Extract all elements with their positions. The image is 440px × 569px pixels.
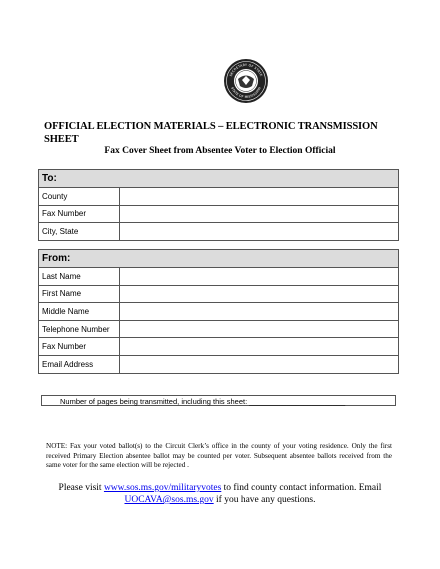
email-link[interactable]: UOCAVA@sos.ms.gov [124,495,214,505]
first-name-label: First Name [39,285,120,303]
city-state-field[interactable] [120,223,399,241]
to-fax-number-label: Fax Number [39,205,120,223]
email-address-field[interactable] [120,355,399,373]
from-fax-number-field[interactable] [120,338,399,356]
middle-name-field[interactable] [120,303,399,321]
contact-middle: to find county contact information. Email [221,483,382,493]
note-paragraph: NOTE: Fax your voted ballot(s) to the Circuit Clerk’s office in the county of your voting residence. Only the first received Primary Election absentee ballot may be counted per voter. Subsequent absentee ballots received from the same voter for the same election will be rejected . [46,442,392,470]
middle-name-label: Middle Name [39,303,120,321]
contact-info [30,482,410,506]
city-state-label: City, State [39,223,120,241]
seal-bottom-text: STATE OF MISSISSIPPI [230,86,262,100]
seal-icon [223,58,269,104]
seal-top-text: SECRETARY OF STATE [228,62,264,78]
state-seal [223,58,269,104]
county-field[interactable] [120,188,399,206]
contact-prefix: Please visit [58,483,104,493]
to-fax-number-field[interactable] [120,205,399,223]
pages-transmitted-field[interactable]: Number of pages being transmitted, including this sheet: _______________________ [41,395,396,406]
document-title: OFFICIAL ELECTION MATERIALS – ELECTRONIC TRANSMISSION SHEET [44,121,378,145]
telephone-number-field[interactable] [120,320,399,338]
last-name-field[interactable] [120,268,399,286]
from-heading: From: [39,250,399,268]
document-subtitle: Fax Cover Sheet from Absentee Voter to Election Official [104,146,336,156]
to-section-table [38,169,399,241]
to-heading: To: [39,170,399,188]
contact-suffix: if you have any questions. [213,495,316,505]
from-fax-number-label: Fax Number [39,338,120,356]
telephone-number-label: Telephone Number [39,320,120,338]
county-label: County [39,188,120,206]
from-section-table [38,249,399,374]
website-link[interactable]: www.sos.ms.gov/militaryvotes [103,483,222,493]
email-address-label: Email Address [39,355,120,373]
first-name-field[interactable] [120,285,399,303]
last-name-label: Last Name [39,268,120,286]
